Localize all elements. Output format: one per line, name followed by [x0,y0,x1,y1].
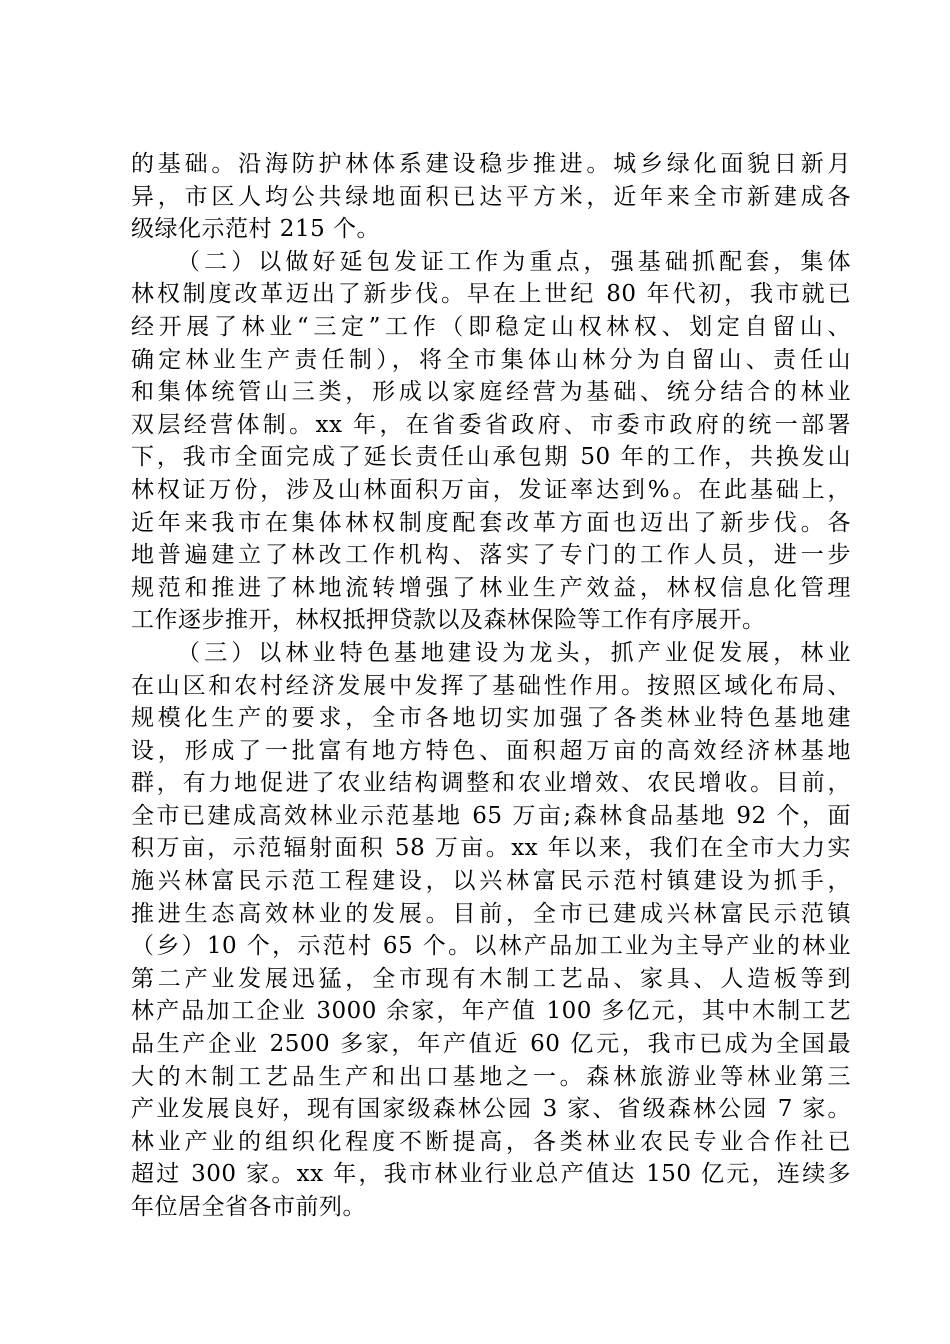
text-line: 年位居全省各市前列。 [131,1194,366,1220]
text-line: 规范和推进了林地流转增强了林业生产效益，林权信息化管理 [131,574,851,601]
text-line: 下，我市全面完成了延长责任山承包期 50 年的工作，共换发山 [131,444,851,471]
text-line: 级绿化示范村 215 个。 [131,216,381,243]
text-line: 和集体统管山三类，形成以家庭经营为基础、统分结合的林业 [131,379,851,406]
text-line: 异，市区人均公共绿地面积已达平方米，近年来全市新建成各 [131,183,851,210]
text-line: 推进生态高效林业的发展。目前，全市已建成兴林富民示范镇 [131,900,851,927]
text-line: 地普遍建立了林改工作机构、落实了专门的工作人员，进一步 [131,542,851,569]
text-line: 规模化生产的要求，全市各地切实加强了各类林业特色基地建 [131,705,851,732]
body-text [131,148,851,1224]
text-line: 积万亩，示范辐射面积 58 万亩。xx 年以来，我们在全市大力实 [131,835,851,862]
paragraph-2 [131,246,851,637]
text-line: 近年来我市在集体林权制度配套改革方面也迈出了新步伐。各 [131,509,851,536]
text-line: （乡）10 个，示范村 65 个。以林产品加工业为主导产业的林业 [131,933,851,960]
text-line: 全市已建成高效林业示范基地 65 万亩;森林食品基地 92 个，面 [131,802,851,829]
text-line: 施兴林富民示范工程建设，以兴林富民示范村镇建设为抓手， [131,868,851,895]
text-line: 产业发展良好，现有国家级森林公园 3 家、省级森林公园 7 家。 [131,1096,851,1123]
paragraph-1 [131,148,851,246]
text-line: 大的木制工艺品生产和出口基地之一。森林旅游业等林业第三 [131,1063,851,1090]
text-line: 的基础。沿海防护林体系建设稳步推进。城乡绿化面貌日新月 [131,151,851,177]
text-line: 林权证万份，涉及山林面积万亩，发证率达到%。在此基础上， [131,476,851,503]
text-line: 品生产企业 2500 多家，年产值近 60 亿元，我市已成为全国最 [131,1031,851,1058]
text-line: 工作逐步推开，林权抵押贷款以及森林保险等工作有序展开。 [131,607,766,634]
text-line: 林产品加工企业 3000 余家，年产值 100 多亿元，其中木制工艺 [131,998,851,1025]
text-line: 林业产业的组织化程度不断提高，各类林业农民专业合作社已 [131,1128,851,1155]
text-line: 在山区和农村经济发展中发挥了基础性作用。按照区域化布局、 [131,672,851,699]
text-line: 经开展了林业“三定”工作（即稳定山权林权、划定自留山、 [131,313,851,340]
text-line: 设，形成了一批富有地方特色、面积超万亩的高效经济林基地 [131,737,851,764]
text-line: 确定林业生产责任制），将全市集体山林分为自留山、责任山 [131,346,851,373]
text-line: （三）以林业特色基地建设为龙头，抓产业促发展，林业 [177,639,851,666]
paragraph-3 [131,637,851,1224]
text-line: 双层经营体制。xx 年，在省委省政府、市委市政府的统一部署 [131,411,851,438]
text-line: （二）以做好延包发证工作为重点，强基础抓配套，集体 [177,248,851,275]
text-line: 林权制度改革迈出了新步伐。早在上世纪 80 年代初，我市就已 [131,281,851,308]
text-line: 第二产业发展迅猛，全市现有木制工艺品、家具、人造板等到 [131,965,851,992]
text-line: 超过 300 家。xx 年，我市林业行业总产值达 150 亿元，连续多 [131,1161,851,1188]
text-line: 群，有力地促进了农业结构调整和农业增效、农民增收。目前， [131,770,851,797]
